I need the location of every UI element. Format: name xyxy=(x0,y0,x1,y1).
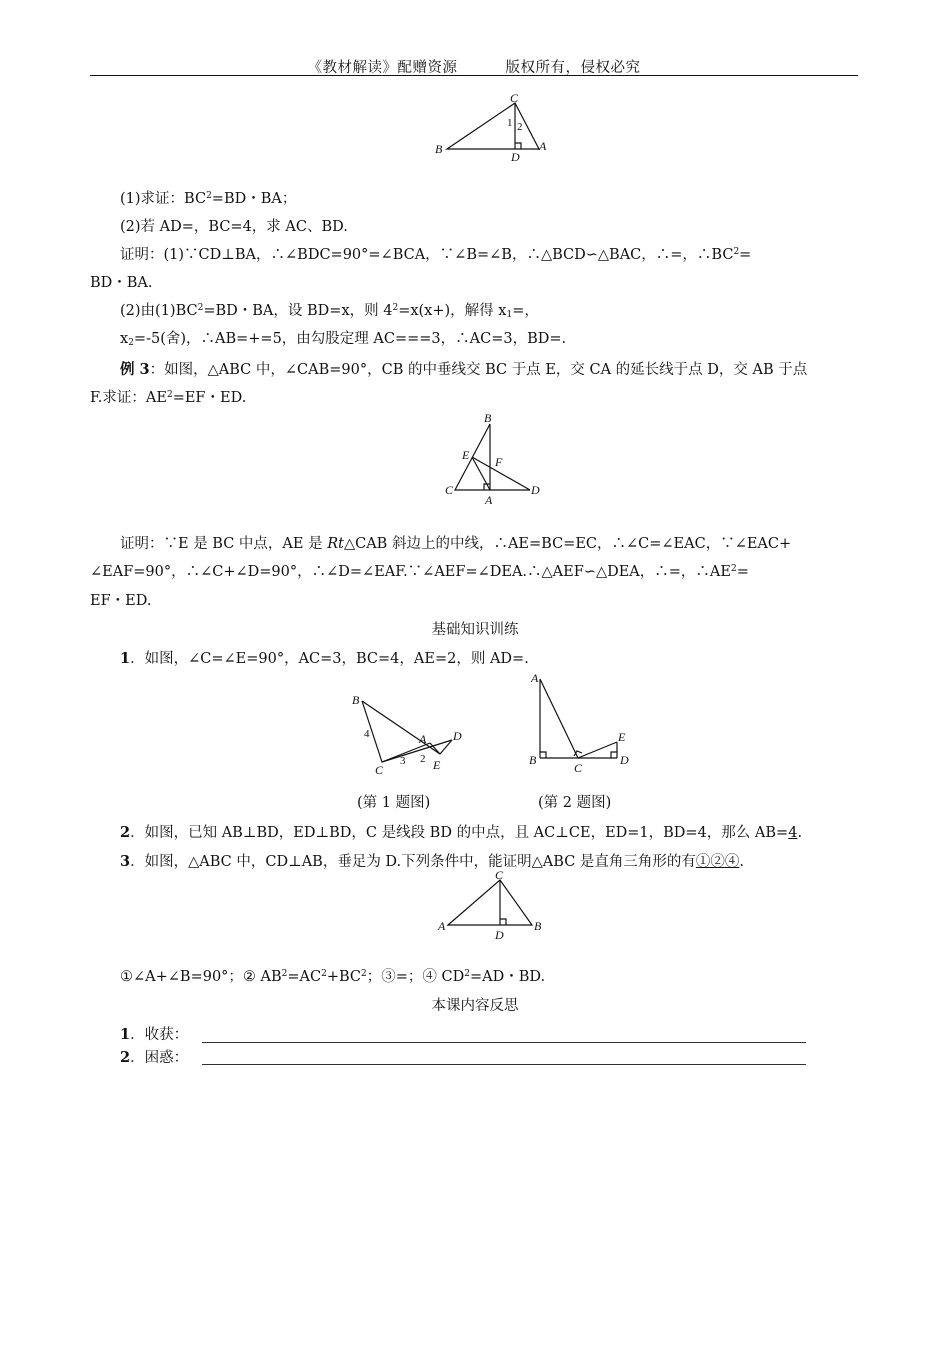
question-3: 3．如图，△ABC 中，CD⊥AB，垂足为 D.下列条件中，能证明△ABC 是直角三角形的有①②④. xyxy=(120,853,745,870)
label-d: D xyxy=(495,928,504,942)
angle-1: 1 xyxy=(507,117,513,129)
label-4: 4 xyxy=(364,728,370,740)
section-title-reflection: 本课内容反思 xyxy=(431,998,519,1014)
label-d: D xyxy=(453,729,462,743)
label-c: C xyxy=(510,91,519,105)
section-title-training: 基础知识训练 xyxy=(431,622,519,638)
header-left: 《教材解读》配赠资源 xyxy=(307,60,458,76)
right-angle-mark xyxy=(500,919,506,925)
label-a: A xyxy=(485,493,493,506)
figure-1-caption: (第 1 题图) xyxy=(357,795,431,811)
label-c: C xyxy=(445,483,454,497)
ex3-label: 例 3 xyxy=(120,361,150,378)
figure-triangle-bcda xyxy=(430,90,560,162)
label-d: D xyxy=(511,150,520,162)
right-angle-d xyxy=(611,752,617,758)
label-3: 3 xyxy=(400,755,406,767)
reflection-gains: 1．收获： xyxy=(120,1026,189,1043)
ex3-statement: 例 3：如图，△ABC 中，∠CAB=90°，CB 的中垂线交 BC 于点 E，交 CA 的延长线于点 D，交 AB 于点 xyxy=(120,361,808,378)
line-ac xyxy=(540,679,578,758)
right-angle-mark xyxy=(515,143,521,149)
label-a: A xyxy=(419,732,427,746)
label-2: 2 xyxy=(420,753,426,765)
label-c: C xyxy=(375,763,384,777)
reflection-doubts-answer-line[interactable] xyxy=(202,1064,806,1065)
label-b: B xyxy=(435,142,443,156)
figure-q2 xyxy=(525,672,640,774)
figure-2-caption: (第 2 题图) xyxy=(538,795,612,811)
answer-q3: ①②④ xyxy=(695,854,740,870)
figure-q3 xyxy=(432,868,550,944)
ex2-proof-1-cont: BD・BA. xyxy=(90,275,153,291)
question-2: 2．如图，已知 AB⊥BD，ED⊥BD，C 是线段 BD 的中点，且 AC⊥CE，ED=1，BD=4，那么 AB=4. xyxy=(120,824,803,841)
page-header xyxy=(90,56,858,77)
ex2-proof-3: $x_2=-5$(舍)，∴AB=+=5，由勾股定理 AC===3，∴AC=3，BD=. xyxy=(120,331,567,348)
figure-q1 xyxy=(345,688,475,778)
ex3-statement-cont: F.求证：$AE^2=EF$・ED. xyxy=(90,390,247,406)
label-b: B xyxy=(534,919,542,933)
label-d: D xyxy=(531,483,540,497)
header-rule xyxy=(90,75,858,76)
reflection-gains-answer-line[interactable] xyxy=(202,1042,806,1043)
triangle-abc xyxy=(448,880,532,925)
ex2-q1: (1)求证：$BC^2=BD$・BA； xyxy=(120,191,297,207)
label-d: D xyxy=(620,753,629,767)
label-c: C xyxy=(495,868,504,882)
line-bd xyxy=(362,701,440,754)
ex2-proof-2: (2)由$(1)BC^2=BD$・BA，设 BD=x，则 $4^2=x(x+)$，解得 $x_1=$， xyxy=(120,303,539,320)
label-e: E xyxy=(618,730,626,744)
label-a: A xyxy=(438,919,446,933)
label-b: B xyxy=(484,411,492,425)
angle-2: 2 xyxy=(517,121,523,133)
triangle-abc xyxy=(447,103,539,149)
ex2-q2: (2)若 AD=，BC=4，求 AC、BD. xyxy=(120,219,348,235)
label-a: A xyxy=(531,672,539,685)
ex3-proof-1: 证明：∵E 是 BC 中点，AE 是 Rt△CAB 斜边上的中线，∴AE=BC=EC，∴∠C=∠EAC，∵∠EAC+ xyxy=(120,536,792,552)
label-f: F xyxy=(495,455,503,469)
question-1: 1．如图，∠C=∠E=90°，AC=3，BC=4，AE=2，则 AD=. xyxy=(120,650,529,667)
ex3-proof-2: ∠EAF=90°，∴∠C+∠D=90°，∴∠D=∠EAF.∵∠AEF=∠DEA.∴△AEF∽△DEA，∴=，$\therefore AE^2=$ xyxy=(90,564,749,580)
line-ca xyxy=(382,740,452,762)
label-b: B xyxy=(529,753,537,767)
label-e: E xyxy=(462,448,470,462)
header-right: 版权所有，侵权必究 xyxy=(505,60,641,76)
answer-q2: 4 xyxy=(788,825,798,841)
label-c: C xyxy=(574,761,583,774)
ex2-proof-1: 证明：(1)∵CD⊥BA，∴∠BDC=90°=∠BCA，∵∠B=∠B，∴△BCD∽△BAC，∴=，$\therefore BC^2=$ xyxy=(120,247,752,263)
ex3-proof-3: EF・ED. xyxy=(90,593,152,609)
label-e: E xyxy=(433,758,441,772)
figure-ex3 xyxy=(440,408,550,506)
reflection-doubts: 2．困惑： xyxy=(120,1049,189,1066)
right-angle-b xyxy=(540,752,546,758)
label-b: B xyxy=(352,693,360,707)
question-3-options: ①∠A+∠B=90°；② $AB^2=AC^2+BC^2$；③=；④ $CD^2=AD$・BD. xyxy=(120,969,546,985)
label-a: A xyxy=(539,139,547,153)
